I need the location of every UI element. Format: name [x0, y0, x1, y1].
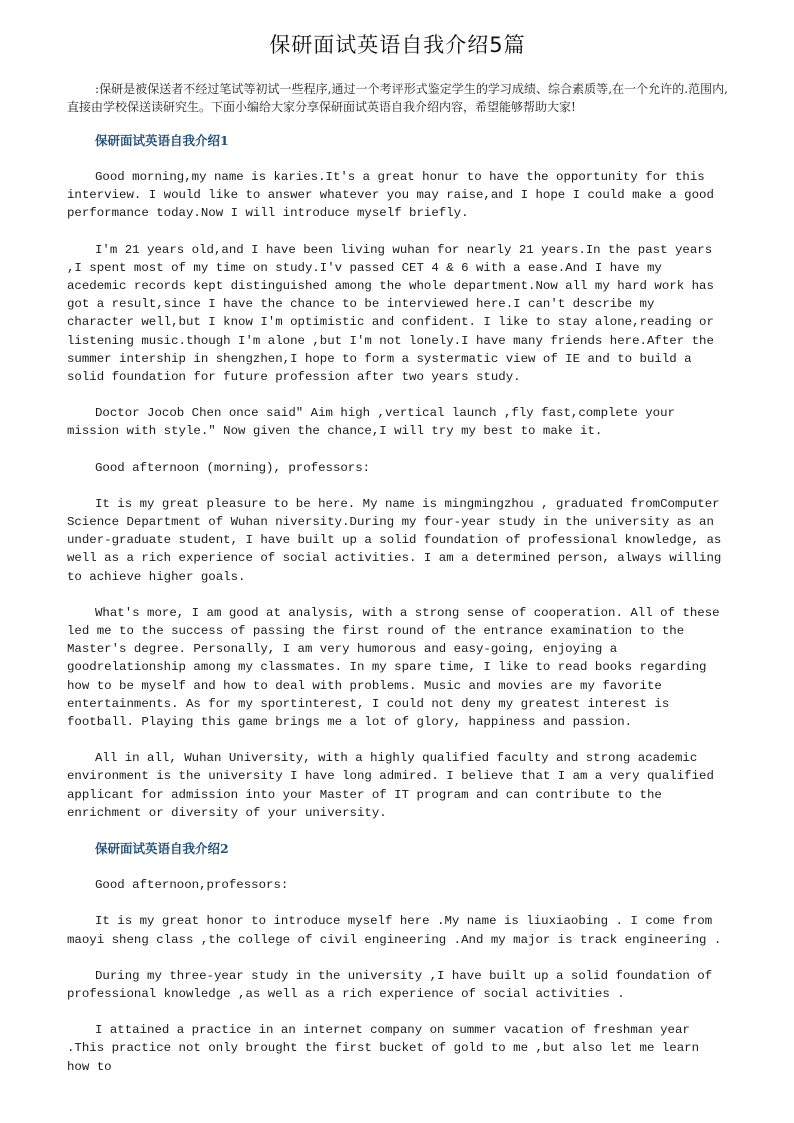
section-2	[67, 840, 728, 1076]
body-paragraph: Good afternoon,professors:	[95, 878, 289, 893]
body-paragraph: Good afternoon (morning), professors:	[95, 460, 371, 475]
body-paragraph: What's more, I am good at analysis, with a strong sense of cooperation. All of these led me to the success of passing the first round of the entrance examination to the Master's degree. Personally, I am very humorous and easy-going, enjoying a goodrelationship among my classmates. In my spare time, I like to read books regarding how to be myself and how to deal with problems. Music and movies are my favorite entertainments. As for my sportinterest, I could not deny my greatest interest is football. Playing this game brings me a lot of glory, happiness and passion.	[67, 605, 720, 730]
body-paragraph: It is my great pleasure to be here. My name is mingmingzhou , graduated fromComputer Science Department of Wuhan niversity.During my four-year study in the university as an under-graduate student, I have built up a solid foundation of professional knowledge, as well as a rich experience of social activities. I am a determined person, always willing to achieve higher goals.	[67, 496, 722, 584]
section-heading: 保研面试英语自我介绍2	[95, 841, 229, 857]
body-paragraph: Doctor Jocob Chen once said" Aim high ,vertical launch ,fly fast,complete your mission with style." Now given the chance,I will try my best to make it.	[67, 406, 675, 439]
page-title: 保研面试英语自我介绍5篇	[269, 33, 526, 57]
body-paragraph: Good morning,my name is karies.It's a great honur to have the opportunity for this interview. I would like to answer whatever you may raise,and I hope I could make a good performance today.Now I will introduce myself briefly.	[67, 170, 714, 221]
section-1	[67, 132, 728, 822]
body-paragraph: I attained a practice in an internet company on summer vacation of freshman year .This practice not only brought the first bucket of gold to me ,but also let me learn how to	[67, 1023, 700, 1074]
body-paragraph: All in all, Wuhan University, with a highly qualified faculty and strong academic environment is the university I have long admired. I believe that I am a very qualified applicant for admission into your Master of IT program and can contribute to the enrichment or diversity of your university.	[67, 751, 714, 820]
body-paragraph: I'm 21 years old,and I have been living wuhan for nearly 21 years.In the past years ,I spent most of my time on study.I'v passed CET 4 & 6 with a ease.And I have my acedemic records kept distinguished among the whole department.Now all my hard work has got a result,since I have the chance to be interviewed here.I can't describe my character well,but I know I'm optimistic and confident. I like to stay alone,reading or listening music.though I'm alone ,but I'm not lonely.I have many friends here.After the summer intership in shengzhen,I hope to form a systermatic view of IE and to build a solid foundation for future profession after two years study.	[67, 242, 714, 385]
section-heading: 保研面试英语自我介绍1	[95, 133, 229, 148]
body-paragraph: During my three-year study in the university ,I have built up a solid foundation of professional knowledge ,as well as a rich experience of social activities .	[67, 968, 713, 1001]
intro-paragraph: :保研是被保送者不经过笔试等初试一些程序,通过一个考评形式鉴定学生的学习成绩、综合素质等,在一个允许的.范围内,直接由学校保送读研究生。下面小编给大家分享保研面试英语自我介绍内容，希望能够帮助大家!	[67, 82, 728, 114]
body-paragraph: It is my great honor to introduce myself here .My name is liuxiaobing . I come from maoyi sheng class ,the college of civil engineering .And my major is track engineering .	[67, 914, 722, 947]
